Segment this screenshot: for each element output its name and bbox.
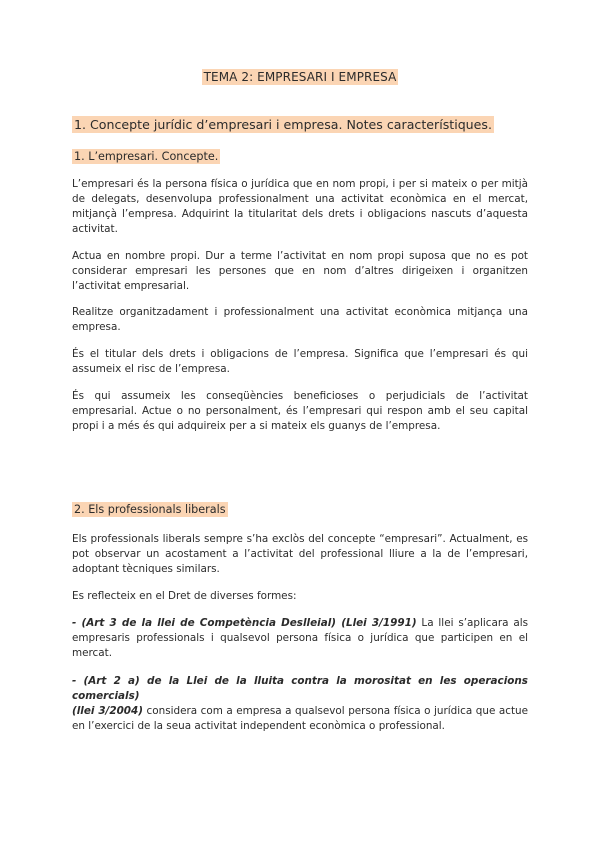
section-1-heading [72,117,494,132]
document-title [0,70,600,84]
section-2-heading-text: 2. Els professionals liberals [74,503,226,516]
paragraph: Actua en nombre propi. Dur a terme l’activitat en nom propi suposa que no es pot considerar empresari les persones que en nom d’altres dirigeixen i organitzen l’activitat empresarial. [72,250,528,292]
section-1-subheading-text: 1. L’empresari. Concepte. [74,150,219,163]
paragraph: Els professionals liberals sempre s’ha exclòs del concepte “empresari”. Actualment, es pot observar un acostament a l’activitat del professional lliure a la de l’empresari, adoptant tècniques similars. [72,533,528,575]
law-description: considera com a empresa a qualsevol persona física o jurídica que actue en l’exercici de la seua activitat independent econòmica o professional. [72,705,528,732]
list-item-law-3-2004 [72,674,528,734]
list-item-law-3-1991 [72,616,528,661]
paragraph: És qui assumeix les conseqüències beneficioses o perjudicials de l’activitat empresarial. Actue o no personalment, és l’empresari qui respon amb el seu capital propi i a més és qui adquireix per a si mateix els guanys de l’empresa. [72,390,528,432]
paragraph: Realitze organitzadament i professionalment una activitat econòmica mitjança una empresa. [72,306,528,333]
section-1-subheading [72,150,220,163]
document-title-text: TEMA 2: EMPRESARI I EMPRESA [203,70,397,84]
section-2-heading [72,503,228,516]
law-reference-number: (llei 3/2004) [72,705,144,717]
paragraph: Es reflecteix en el Dret de diverses formes: [72,590,297,602]
section-1-heading-text: 1. Concepte jurídic d’empresari i empresa. Notes característiques. [74,117,492,132]
paragraph: L’empresari és la persona física o jurídica que en nom propi, i per si mateix o per mitjà de delegats, desenvolupa professionalment una activitat econòmica en el mercat, mitjançà l’empresa. Adquirint la titularitat dels drets i obligacions nascuts d’aquesta activitat. [72,178,528,235]
law-description: La llei s’aplicara als empresaris professionals i qualsevol persona física o jurídica que participen en el mercat. [72,617,528,659]
law-reference: - (Art 3 de la llei de Competència Deslleial) (Llei 3/1991) [72,617,417,629]
paragraph: És el titular dels drets i obligacions de l’empresa. Significa que l’empresari és qui assumeix el risc de l’empresa. [72,348,528,375]
law-reference: - (Art 2 a) de la Llei de la lluita contra la morositat en les operacions comercials) [72,675,528,702]
